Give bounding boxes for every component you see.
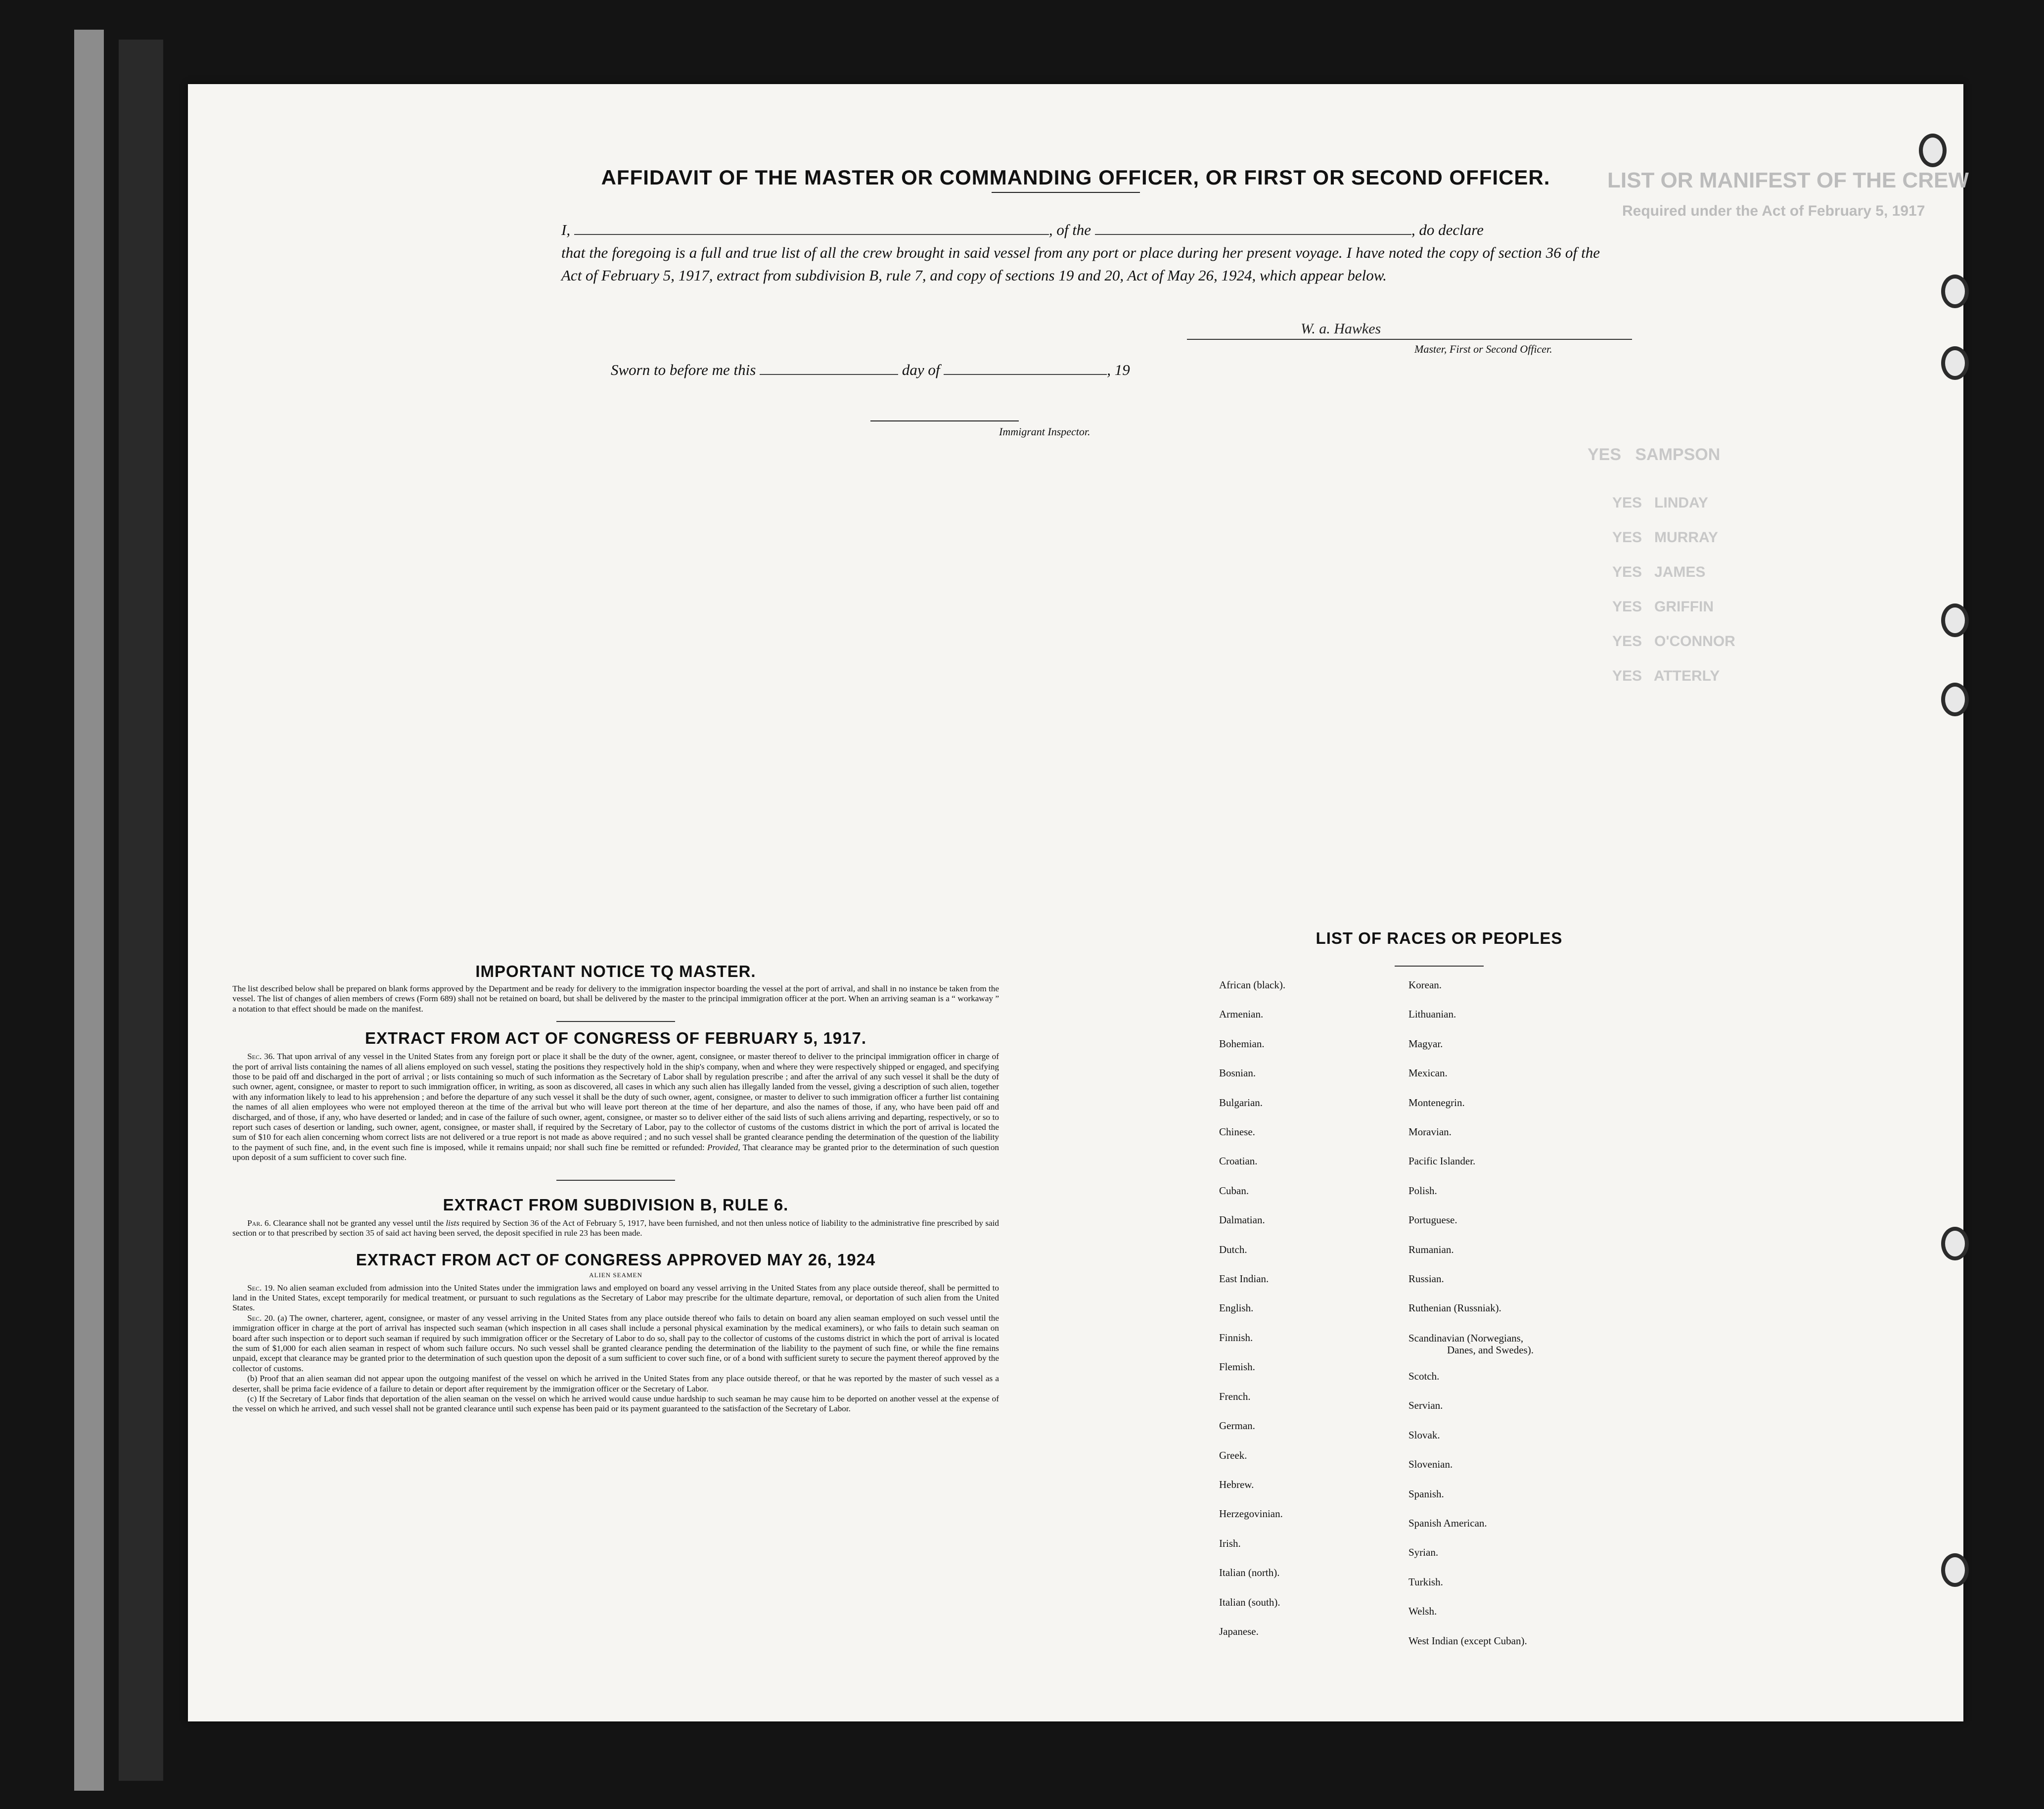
affidavit-title: AFFIDAVIT OF THE MASTER OR COMMANDING OFFICER, OR FIRST OR SECOND OFFICER. [601,166,1550,189]
race-item: Dalmatian. [1219,1214,1265,1226]
bleed-through-column: YES JAMES [1612,564,1706,580]
binder-hole [1941,275,1969,308]
section-divider [556,1180,675,1181]
binder-hole [1941,1227,1969,1260]
race-item: Armenian. [1219,1008,1264,1020]
race-item: Polish. [1408,1184,1437,1197]
race-item-continuation: Danes, and Swedes). [1447,1344,1534,1356]
race-item: Moravian. [1408,1126,1452,1138]
race-item: Irish. [1219,1537,1241,1549]
race-item: Cuban. [1219,1184,1249,1197]
extract-1924-subtitle: ALIEN SEAMEN [589,1271,642,1279]
manifest-page [188,84,1969,1721]
race-item: Croatian. [1219,1155,1258,1167]
bleed-through-text: Required under the Act of February 5, 1917 [1622,203,1925,219]
race-item: Flemish. [1219,1361,1255,1373]
extract-1917-text: That upon arrival of any vessel in the United States from any foreign port or place it shall be the duty of the owner, agent, consignee, or master thereof to deliver to the principal immigration officer in charge of the port of arrival lists containing the names of all aliens employed on such vessel, stating the positions they respectively hold in the ship's company, when and where they were respectively shipped or engaged, and specifying those to be paid off and discharged in the port of arrival ; or lists containing so much of such information as the Secretary of Labor shall by regulation prescribe ; and after the arrival of any such vessel it shall be the duty of such owner, agent, consignee, or master to report to such immigration officer, in writing, as soon as discovered, all cases in which any such alien has illegally landed from the vessel, giving a description of such alien, together with any information likely to lead to his apprehension ; and before the departure of any such vessel it shall be the duty of such owner, agent, consignee, or master to deliver to such immigration officer a further list containing the names of all alien employees who were not employed thereon at the time of the arrival but who will leave port thereon at the time of her departure, and also the names of those, if any, who have been paid off and discharged, and of those, if any, who have deserted or landed; and in case of the failure of such owner, agent, consignee, or master so to deliver either of the said lists of such aliens arriving and departing, respectively, or so to report such cases of desertion or landing, such owner, agent, consignee, or master shall, if required by the Secretary of Labor, pay to the collector of customs of the customs district in which the port of arrival is located the sum of $10 for each alien concerning whom correct lists are not delivered or a true report is not made as above required ; and no such vessel shall be granted clearance pending the determination of the question of the liability to the payment of such fine, and, in the event such fine is imposed, while it remains unpaid; nor shall such fine be remitted or refunded: [232,1052,999,1152]
race-item: East Indian. [1219,1273,1269,1285]
race-item: Lithuanian. [1408,1008,1456,1020]
sworn-day-blank[interactable] [760,374,898,375]
notice-title: IMPORTANT NOTICE TQ MASTER. [475,962,756,980]
paragraph-label: Par. 6. [247,1218,271,1228]
bleed-through-column: YES GRIFFIN [1612,599,1714,615]
legal-extracts [232,962,999,1414]
race-item: Spanish. [1408,1487,1444,1500]
race-item: Montenegrin. [1408,1096,1465,1109]
sec20a-text: (a) The owner, charterer, agent, consignee, or master of any vessel arriving in the United States from any place outside thereof who fails to detain on board any alien seaman employed on such vessel until the immigration officer in charge at the port of arrival has inspected such seaman (which inspection in all cases shall include a personal physical examination by the medical examiners), or who fails to detain such seaman on board after such inspection or to deport such seaman if required by such immigration officer or the Secretary of Labor to do so, shall pay to the collector of customs of the customs district in which the port of arrival is located the sum of $1,000 for each alien seaman in respect of whom such failure occurs. No such vessel shall be granted clearance pending the determination of the liability to the payment of such fine, or while the fine remains unpaid, except that clearance may be granted prior to the determination of such question upon the deposit of a sum sufficient to cover such fine, or of a bond with sufficient surety to secure the payment thereof approved by the collector of customs. [232,1313,999,1373]
race-item: Hebrew. [1219,1478,1254,1490]
sworn-month-blank[interactable] [944,374,1107,375]
signature-line [1187,339,1632,340]
binder-hole [1941,603,1969,637]
binder-hole [1919,134,1947,167]
race-item: Spanish American. [1408,1517,1487,1529]
extract-rule6-text-end: required by Section 36 of the Act of February 5, 1917, have been furnished, and not then unless notice of liability to the administrative fine prescribed by said section or to that prescribed by section 35 of said act having been served, the deposit specified in rule 23 has been made. [232,1218,999,1238]
race-item: Rumanian. [1408,1243,1454,1255]
race-item: Bosnian. [1219,1067,1256,1079]
section-label: Sec. 36. [247,1052,275,1062]
section-label: Sec. 20. [247,1313,275,1323]
extract-rule6-body [232,1218,999,1239]
race-item: Slovenian. [1408,1458,1453,1471]
race-item: Mexican. [1408,1067,1448,1079]
sec19-text: No alien seaman excluded from admission into the United States under the immigration laws and employed on board any vessel arriving in the United States from any place outside thereof, shall be permitted to land in the United States, except temporarily for medical treatment, or pursuant to such regulations as the Secretary of Labor may prescribe for the ultimate departure, removal, or deportation of such alien from the United States. [232,1283,999,1313]
race-item: English. [1219,1302,1254,1314]
extract-1917-title: EXTRACT FROM ACT OF CONGRESS OF FEBRUARY 5, 1917. [364,1029,867,1048]
sworn-year: , 19 [1107,361,1130,378]
races-rule [1395,966,1484,967]
race-item: Dutch. [1219,1243,1247,1255]
race-item: Pacific Islander. [1408,1155,1476,1167]
race-item: German. [1219,1420,1255,1432]
race-item: Herzegovinian. [1219,1508,1283,1520]
race-item: Slovak. [1408,1429,1440,1441]
binder-hole [1941,346,1969,380]
inspector-signature-line [870,420,1019,421]
race-item: Italian (south). [1219,1596,1280,1608]
race-item: Ruthenian (Russniak). [1408,1302,1501,1314]
extract-1924-title: EXTRACT FROM ACT OF CONGRESS APPROVED MAY 26, 1924 [356,1250,876,1269]
title-rule [992,192,1140,193]
race-item: Syrian. [1408,1546,1439,1559]
sworn-day-of: day of [902,361,940,378]
race-item: Greek. [1219,1449,1247,1461]
master-name-blank[interactable] [574,234,1049,235]
races-title: LIST OF RACES OR PEOPLES [1316,929,1563,947]
race-item: Portuguese. [1408,1214,1457,1226]
bleed-through-column: YES LINDAY [1612,495,1708,511]
sworn-prefix: Sworn to before me this [611,361,756,378]
sworn-line [611,361,1130,379]
binder-edge [74,30,104,1791]
master-signature: W. a. Hawkes [1301,321,1381,337]
inspector-caption: Immigrant Inspector. [999,425,1090,438]
sec19-body [232,1283,999,1313]
bleed-through-column: YES MURRAY [1612,529,1718,546]
race-item [1408,1323,1534,1362]
binder-hole [1941,683,1969,716]
bleed-through-column: YES SAMPSON [1588,445,1721,464]
binder-spine [119,40,163,1781]
affidavit-statement: that the foregoing is a full and true list of all the crew brought in said vessel from any port or place during her present voyage. I have noted the copy of section 36 of the Act of February 5, 1917, extract from subdivision B, rule 7, and copy of sections 19 and 20, Act of May 26, 1924, which appear below. [561,244,1600,284]
race-item: African (black). [1219,979,1286,991]
race-item: Bohemian. [1219,1037,1265,1050]
affidavit-intro: I, [561,221,571,238]
affidavit-of-the: , of the [1048,221,1091,238]
race-item: Chinese. [1219,1126,1255,1138]
sec20a-body [232,1313,999,1374]
bleed-through-text: LIST OR MANIFEST OF THE CREW [1607,168,1969,192]
race-item: Italian (north). [1219,1567,1280,1579]
provided-word: Provided, [707,1142,740,1152]
section-divider [556,1021,675,1022]
race-item: French. [1219,1390,1251,1402]
sec20b-body: (b) Proof that an alien seaman did not appear upon the outgoing manifest of the vessel on which he arrived in the United States from any place outside thereof, or that he was reported by the master of such vessel as a deserter, shall be prima facie evidence of a failure to detain or deport after requirement by the immigration officer or the Secretary of Labor. [232,1374,999,1393]
race-item: Servian. [1408,1399,1443,1412]
extract-rule6-title: EXTRACT FROM SUBDIVISION B, RULE 6. [443,1195,789,1214]
affidavit-do-declare: , do declare [1411,221,1484,238]
binder-hole [1941,1553,1969,1587]
races-left-column [1219,971,1285,1646]
race-item: Scotch. [1408,1370,1440,1382]
notice-body: The list described below shall be prepared on blank forms approved by the Department and be ready for delivery to the immigration inspector boarding the vessel at the port of arrival, and shall in no instance be taken from the vessel. The list of changes of alien members of crews (Form 689) shall not be retained on board, but shall be delivered by the master to the principal immigration officer at the port. When an arriving seaman is a “ workaway ” a notation to that effect should be made on the manifest. [232,984,999,1014]
signature-caption: Master, First or Second Officer. [1414,343,1552,355]
bleed-through-column: YES ATTERLY [1612,668,1720,684]
race-item: Bulgarian. [1219,1096,1263,1109]
race-item: Japanese. [1219,1625,1259,1637]
race-item: Turkish. [1408,1576,1443,1588]
extract-1917-body [232,1052,999,1162]
race-item: Welsh. [1408,1605,1437,1618]
race-item: Russian. [1408,1273,1444,1285]
race-item: Magyar. [1408,1037,1443,1050]
sec20c-body: (c) If the Secretary of Labor finds that deportation of the alien seaman on the vessel on which he arrived would cause undue hardship to such seaman he may cause him to be deported on another vessel at the expense of the vessel on which he arrived, and such vessel shall not be granted clearance until such expense has been paid or its payment guaranteed to the satisfaction of the Secretary of Labor. [232,1393,999,1414]
bleed-through-column: YES O'CONNOR [1612,633,1735,649]
affidavit-text [561,219,1600,287]
vessel-name-blank[interactable] [1095,234,1411,235]
lists-word: lists [446,1218,460,1228]
race-item: Korean. [1408,979,1442,991]
section-label: Sec. 19. [247,1283,275,1293]
races-right-column [1408,971,1534,1656]
race-item-line: Scandinavian (Norwegians, [1408,1332,1524,1344]
race-item: Finnish. [1219,1331,1253,1344]
extract-1917-text-end: That clearance may be granted prior to the determination of such question upon deposit of a sum sufficient to cover such fine. [232,1142,999,1162]
race-item: West Indian (except Cuban). [1408,1634,1527,1647]
extract-rule6-text: Clearance shall not be granted any vessel until the [273,1218,444,1228]
